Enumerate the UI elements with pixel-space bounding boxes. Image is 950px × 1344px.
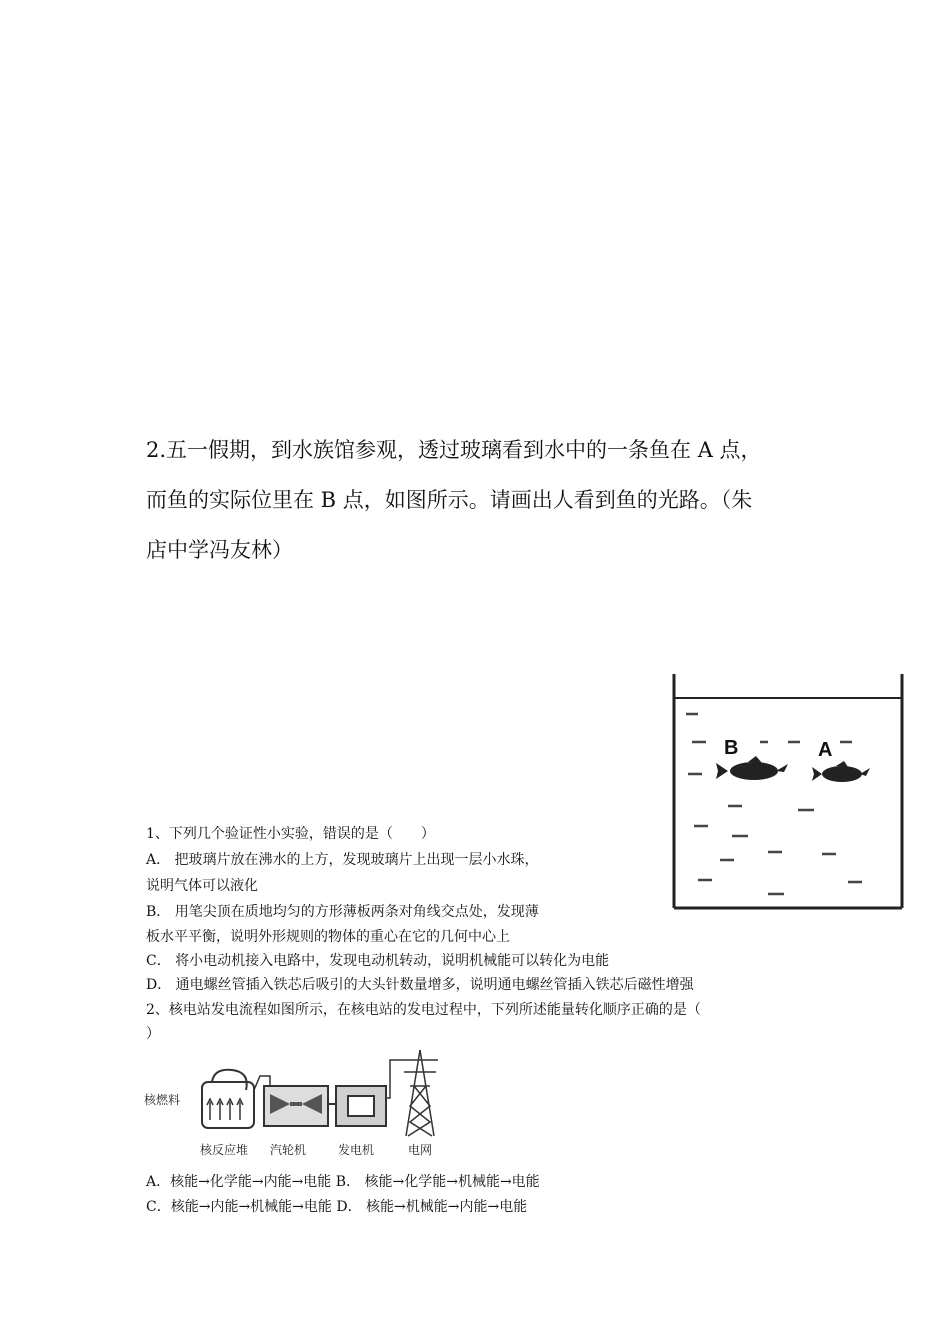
nuclear-plant-figure <box>140 1046 480 1164</box>
point-a-label: A <box>818 739 833 761</box>
q1-option-d: D． 通电螺丝管插入铁芯后吸引的大头针数量增多，说明通电螺丝管插入铁芯后磁性增强 <box>146 977 694 993</box>
reactor-label: 核反应堆 <box>200 1143 249 1157</box>
q1-option-b-line-1: B． 用笔尖顶在质地均匀的方形薄板两条对角线交点处，发现薄 <box>146 904 539 920</box>
q1-option-b-line-2: 板水平平衡，说明外形规则的物体的重心在它的几何中心上 <box>146 929 510 945</box>
point-b-label: B <box>724 737 739 759</box>
q2-big-line-1: 2.五一假期，到水族馆参观，透过玻璃看到水中的一条鱼在 A 点， <box>146 438 762 462</box>
generator-icon <box>336 1086 386 1126</box>
q2-options-ab: A．核能→化学能→内能→电能 B． 核能→化学能→机械能→电能 <box>146 1174 540 1190</box>
q2-stem-line-2: ） <box>146 1026 160 1042</box>
fish-b-icon <box>716 756 788 780</box>
q1-stem: 1、下列几个验证性小实验，错误的是（ ） <box>146 826 435 842</box>
q2-options-cd: C．核能→内能→机械能→电能 D． 核能→机械能→内能→电能 <box>146 1199 528 1215</box>
q2-big-line-3: 店中学冯友林） <box>146 538 293 562</box>
q2-big-line-2: 而鱼的实际位里在 B 点，如图所示。请画出人看到鱼的光路。（朱 <box>146 488 753 512</box>
q1-option-c: C． 将小电动机接入电路中，发现电动机转动，说明机械能可以转化为电能 <box>146 953 610 969</box>
generator-label: 发电机 <box>338 1143 375 1157</box>
fuel-label: 核燃料 <box>144 1093 181 1107</box>
turbine-label: 汽轮机 <box>270 1143 307 1157</box>
q1-option-a-line-1: A． 把玻璃片放在沸水的上方，发现玻璃片上出现一层小水珠， <box>146 852 539 868</box>
turbine-icon <box>264 1086 328 1126</box>
grid-label: 电网 <box>408 1143 433 1157</box>
fish-a-icon <box>812 761 870 782</box>
reactor-icon <box>202 1070 254 1128</box>
q1-option-a-line-2: 说明气体可以液化 <box>146 878 258 894</box>
power-tower-icon <box>402 1050 438 1136</box>
q2-stem-line-1: 2、核电站发电流程如图所示，在核电站的发电过程中，下列所述能量转化顺序正确的是（ <box>146 1002 701 1018</box>
